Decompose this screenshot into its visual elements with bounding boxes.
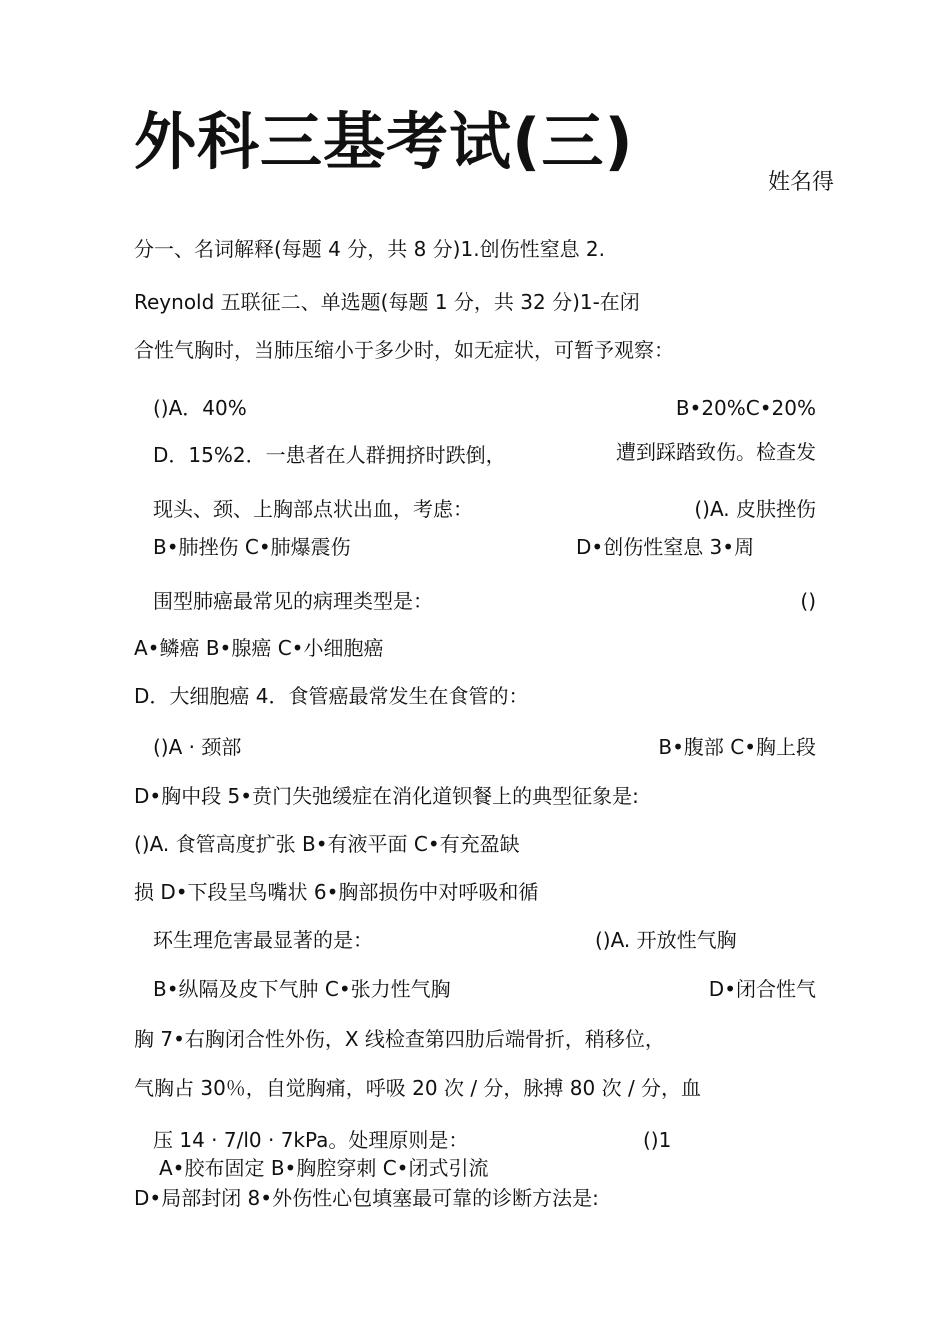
question-5-options: ()A. 食管高度扩张 B•有液平面 C•有充盈缺	[134, 832, 520, 856]
text-line: Reynold 五联征二、单选题(每题 1 分，共 32 分)1-在闭	[134, 290, 640, 314]
text-line: 围型肺癌最常见的病理类型是：	[153, 589, 433, 613]
question-3-options: A•鳞癌 B•腺癌 C•小细胞癌	[134, 636, 384, 660]
text-line: 环生理危害最显著的是：	[153, 928, 373, 952]
question-4-option-a: ()A · 颈部	[153, 735, 242, 759]
question-4-options-b-c: B•腹部 C•胸上段	[658, 735, 816, 759]
question-6-option-a: ()A. 开放性气胸	[595, 928, 737, 952]
question-2-option-d: D•创伤性窒息 3•周	[576, 535, 755, 559]
text-line: 气胸占 30％，自觉胸痛，呼吸 20 次 / 分，脉搏 80 次 / 分，血	[134, 1076, 702, 1100]
text-line: 分一、名词解释(每题 4 分，共 8 分)1.创伤性窒息 2.	[134, 237, 606, 261]
question-2-option-a: ()A. 皮肤挫伤	[694, 497, 816, 521]
text-line: D．15%2．一患者在人群拥挤时跌倒，	[153, 443, 506, 467]
text-line: 胸 7•右胸闭合性外伤，X 线检查第四肋后端骨折，稍移位，	[134, 1027, 665, 1051]
text-line-right: 遭到踩踏致伤。检查发	[616, 440, 816, 464]
text-line: 压 14 · 7/l0 · 7kPa。处理原则是：	[153, 1128, 469, 1152]
text-line: D•局部封闭 8•外伤性心包填塞最可靠的诊断方法是:	[134, 1186, 599, 1210]
text-line: 损 D•下段呈鸟嘴状 6•胸部损伤中对呼吸和循	[134, 880, 539, 904]
text-line: 现头、颈、上胸部点状出血，考虑：	[153, 497, 473, 521]
answer-blank: ()	[800, 589, 816, 613]
question-6-option-d: D•闭合性气	[708, 977, 816, 1001]
question-6-options-b-c: B•纵隔及皮下气肿 C•张力性气胸	[153, 977, 451, 1001]
name-score-label: 姓名得	[767, 170, 834, 195]
text-line: D•胸中段 5•贲门失弛缓症在消化道钡餐上的典型征象是:	[134, 784, 639, 808]
document-title: 外科三基考试(三)	[134, 105, 634, 178]
answer-blank: ()1	[643, 1128, 672, 1152]
question-1-options-b-c: B•20%C•20%	[675, 396, 816, 420]
text-line: 合性气胸时，当肺压缩小于多少时，如无症状，可暂予观察：	[134, 338, 674, 362]
question-1-option-a: ()A．40%	[153, 396, 247, 420]
question-2-options-b-c: B•肺挫伤 C•肺爆震伤	[153, 535, 351, 559]
question-7-options: A•胶布固定 B•胸腔穿刺 C•闭式引流	[159, 1156, 489, 1180]
text-line: D．大细胞癌 4．食管癌最常发生在食管的：	[134, 684, 529, 708]
